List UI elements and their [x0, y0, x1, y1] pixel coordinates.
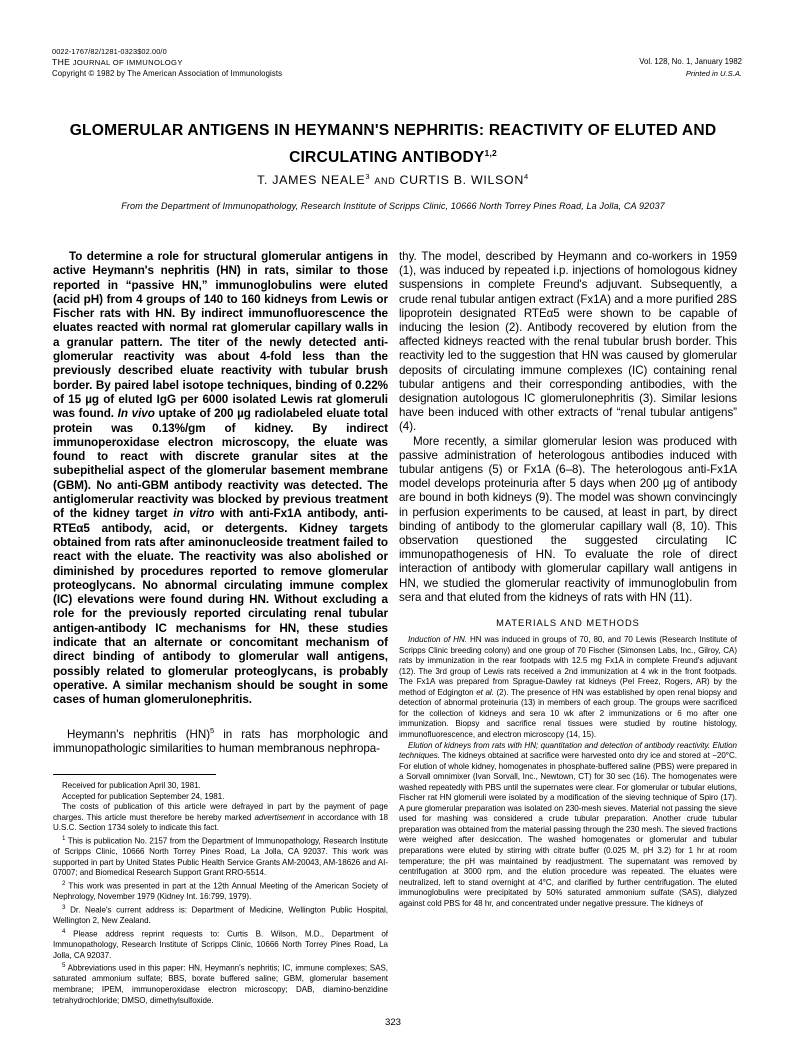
journal-name-rest: JOURNAL OF IMMUNOLOGY [72, 58, 183, 68]
masthead [52, 46, 742, 88]
footnote-costs-part1: The costs of publication of this article were defrayed in part by the payment of page charges. This article must therefore be hereby marked [53, 802, 388, 822]
footnote-costs-part2: in accordance with 18 U.S.C. Section 1734 solely to indicate this fact. [53, 812, 388, 833]
left-column [53, 250, 388, 756]
abstract-italic-in-vitro: in vitro [173, 507, 215, 521]
author-list [46, 172, 740, 187]
methods-elution-of-kidneys [399, 741, 737, 910]
footnote-5 [53, 961, 388, 1006]
footnote-2-mark: 2 [62, 880, 66, 888]
footnote-2 [53, 879, 388, 903]
footnotes [53, 781, 388, 1006]
intro-part1: Heymann's nephritis (HN) [67, 727, 211, 741]
section-heading-materials-and-methods: MATERIALS AND METHODS [496, 618, 640, 629]
author-2-footnote-mark: 4 [524, 172, 529, 181]
article-title [46, 119, 740, 169]
intro-part2-truncated: in rats has morphologic and immunopathologic similarities to human membranous nephropa- [53, 727, 388, 755]
introduction-continued [399, 250, 737, 605]
footnote-2-text: This work was presented in part at the 12th Annual Meeting of the American Society of Nephrology, November 1979 (Kidney Int. 16:799, 1979). [53, 881, 388, 902]
journal-name-the: THE [52, 57, 71, 68]
footnote-5-mark: 5 [62, 962, 66, 970]
footnote-1-text: This is publication No. 2157 from the Department of Immunopathology, Research Institute of Scripps Clinic, 10666 North Torrey Pines Road, La Jolla, CA 92037. This work was supported in part by United States Public Health Service Grants AM-20043, AM-18626 and AI-07007; and Biomedical Research Support Grant RRO-5514. [53, 836, 388, 878]
intro-para-1-continued [399, 250, 737, 435]
methods-sub2-text: The kidneys obtained at sacrifice were harvested onto dry ice and stored at −20°C. For elution of whole kidney, homogenates in phosphate-buffered saline (PBS) were prepared in a Sorvall omnimixer (Ivan Sorvall, Inc., Newtown, CT) for 30 sec (16). The homogenates were washed repeatedly with PBS until the supernates were clear. For glomerular or tubular elutions, Fischer rat HN glomeruli were isolated by a modification of the sieving technique of Spiro (17). A pure glomerular preparation was isolated on 230-mesh sieves. Material not passing the sieve used for mashing was considered a crude tubular preparation. Another crude tubular preparation was obtained from the material passing through the 230 mesh. The sieved fractions were weighed after desiccation. The washed homogenates or glomerular and tubular preparations were eluted by stirring with citrate buffer (0.025 M, pH 3.2) for 1 hr at room temperature; the pH was maintained by readjustment. The supernatant was removed by centrifugation at 3000 rpm, and the elution procedure was repeated. The eluates were neutralized, left to stand overnight at 4°C, and clarified by further centrifugation. The eluted immunoglobulins were precipitated by 50% saturated ammonium sulfate (SAS), dialyzed against cold PBS for 48 hr, and concentrated under negative pressure. The kidneys of [399, 751, 737, 908]
article-title-line1: GLOMERULAR ANTIGENS IN HEYMANN'S NEPHRITIS: REACTIVITY OF ELUTED AND [69, 122, 717, 139]
author-2: CURTIS B. WILSON [399, 173, 525, 188]
author-1-footnote-mark: 3 [365, 172, 371, 181]
footnote-4 [53, 927, 388, 961]
footnote-3 [53, 903, 388, 927]
methods-sub1-italic: Induction of HN. [408, 635, 467, 645]
abstract-text-part2: uptake of 200 µg radiolabeled eluate total protein was 0.13%/gm of kidney. By indirect immunoperoxidase electron microscopy, the eluate was found to react with discrete granular sites at the subepithelial aspect of the glomerular basement membrane (GBM). No anti-GBM antibody reactivity was detected. The antiglomerular reactivity was blocked by previous treatment of the kidney target [53, 407, 389, 521]
masthead-left [52, 46, 282, 80]
intro-para-1 [53, 724, 388, 756]
footnote-1-mark: 1 [62, 834, 66, 842]
footnote-divider [53, 774, 216, 775]
page-number: 323 [384, 1017, 401, 1028]
methods-body [399, 635, 737, 909]
footnote-costs [53, 802, 388, 834]
footnote-accepted: Accepted for publication September 24, 1981. [62, 791, 225, 801]
article-title-line2: CIRCULATING ANTIBODY [289, 149, 485, 167]
title-footnote-marks: 1,2 [484, 148, 497, 158]
affiliation: From the Department of Immunopathology, Research Institute of Scripps Clinic, 10666 North Torrey Pines Road, La Jolla, CA 92037 [121, 201, 665, 211]
footnote-1 [53, 834, 388, 879]
masthead-right [639, 56, 742, 79]
journal-name [52, 57, 282, 68]
footnote-4-text: Please address reprint requests to: Curtis B. Wilson, M.D., Department of Immunopathology, Research Institute of Scripps Clinic, 10666 North Torrey Pines Road, La Jolla, CA 92037. [53, 929, 388, 960]
issn-line: 0022-1767/82/1281-0323$02.00/0 [52, 47, 167, 56]
author-conjunction: AND [374, 176, 396, 187]
volume-line: Vol. 128, No. 1, January 1982 [639, 57, 742, 66]
right-column [399, 250, 737, 909]
footnote-costs-italic: advertisement [254, 812, 305, 822]
abstract-text-part3: with anti-Fx1A antibody, anti-RTEα5 antibody, acid, or detergents. Kidney targets obtained from rats after aminonucleoside treatment failed to react with the eluate. The reactivity was also abolished or diminished by procedures reported to remove glomerular proteoglycans. No abnormal circulating immune complex (IC) elevations were found during HN. Without excluding a role for the previously reported circulating renal tubular antigen-antibody IC mechanisms for HN, these studies indicate that an alternate or concomitant mechanism of direct binding of antibody to glomerular wall antigens, possibly related to glomerular proteoglycans, is probably operative. A similar mechanism should be sought in some cases of human glomerulonephritis. [53, 507, 388, 707]
methods-sub1-italic2: et al. [476, 687, 494, 697]
footnote-received: Received for publication April 30, 1981. [62, 781, 201, 790]
intro-para-1-rest: thy. The model, described by Heymann and co-workers in 1959 (1), was induced by repeated i.p. injections of homologous kidney suspensions in complete Freund's adjuvant. Subsequently, a crude renal tubular antigen extract (Fx1A) and a more purified 28S lipoprotein designated RTEα5 were shown to be capable of inducing the lesion (2). Antibody recovered by elution from the affected kidneys reacted with the renal tubular brush border. This reactivity led to the suggestion that HN was caused by glomerular deposits of circulating immune complexes (IC) containing renal tubular antigens and their corresponding antibodies, with the designation autologous IC glomerulonephritis (3). Similar lesions have been induced with other extracts of “renal tubular antigens” (4). [399, 250, 737, 434]
intro-footnote-mark: 5 [210, 725, 215, 735]
methods-induction-of-hn [399, 635, 737, 740]
footnote-4-mark: 4 [62, 927, 66, 935]
footnote-3-text: Dr. Neale's current address is: Department of Medicine, Wellington Public Hospital, Wellington 2, New Zealand. [53, 905, 388, 926]
abstract [53, 250, 388, 708]
author-1: T. JAMES NEALE [257, 173, 366, 188]
abstract-italic-in-vivo: In vivo [117, 407, 155, 421]
methods-sub1-text: HN was induced in groups of 70, 80, and 70 Lewis (Research Institute of Scripps Clinic breeding colony) and one group of 70 Fischer (Simonsen Labs, Inc., Gilroy, CA) rats by immunization in the rear footpads with 12.5 mg Fx1A in complete Freund's adjuvant (12). The 3rd group of Lewis rats received a 2nd immunization at 4 wk in the front footpads. The Fx1A was prepared from Sprague-Dawley rat kidneys (Pel Freez, Rogers, AR) by the method of Edgington [399, 635, 738, 697]
methods-sub2-italic: Elution of kidneys from rats with HN; quantitation and detection of antibody reactivity. Elution techniques. [399, 740, 737, 761]
abstract-text-part1: To determine a role for structural glomerular antigens in active Heymann's nephritis (HN) in rats, similar to those reported in “passive HN,” immunoglobulins were eluted (acid pH) from 4 groups of 140 to 160 kidneys from Lewis or Fischer rats with HN. By indirect immunofluorescence the eluates reacted with normal rat glomerular capillary walls in a granular pattern. The titer of the newly detected anti-glomerular reactivity was about 4-fold less than the previously described eluate reactivity with tubular brush border. By paired label isotope techniques, binding of 0.22% of 15 µg of eluted IgG per 6000 isolated Lewis rat glomeruli was found. [53, 250, 388, 421]
intro-para-2: More recently, a similar glomerular lesion was produced with passive administration of heterologous antibodies induced with tubular antigens (5) or Fx1A (6–8). The heterologous anti-Fx1A model develops proteinuria after 5 days when 200 µg of antibody are bound in both kidneys (9). The model was shown convincingly in perfusion experiments to be caused, at least in part, by direct binding of antibody to the glomerular capillary wall (8, 10). This observation questioned the suggested circulating IC immunopathogenesis of HN. To evaluate the role of direct interaction of antibody with glomerular capillary wall antigens in HN, we studied the glomerular reactivity of immunoglobulin from sera and that eluted from the kidneys of rats with HN (11). [399, 434, 737, 604]
introduction-paragraph-1-left [53, 724, 388, 756]
methods-sub1-text2: (2). The presence of HN was established by open renal biopsy and detection of abnormal proteinuria (13) in members of each group. The groups were sacrificed for the collection of kidneys and sera 10 wk after 2 immunizations or 6 mo after one immunization. Biopsy and sacrifice renal tissues were studied by routine histology, immunofluorescence, and electron microscopy (14, 15). [399, 687, 738, 739]
footnote-5-text: Abbreviations used in this paper: HN, Heymann's nephritis; IC, immune complexes; SAS, saturated ammonium sulfate; BBS, borate buffered saline; GBM, glomerular basement membrane; IPEM, immunoperoxidase electron microscopy; DAB, diamino-benzidine tetrahydrochloride; DMSO, dimethylsulfoxide. [53, 963, 388, 1005]
footnote-3-mark: 3 [62, 903, 66, 911]
copyright-line: Copyright © 1982 by The American Association of Immunologists [52, 69, 283, 79]
printed-in-line: Printed in U.S.A. [685, 68, 742, 78]
